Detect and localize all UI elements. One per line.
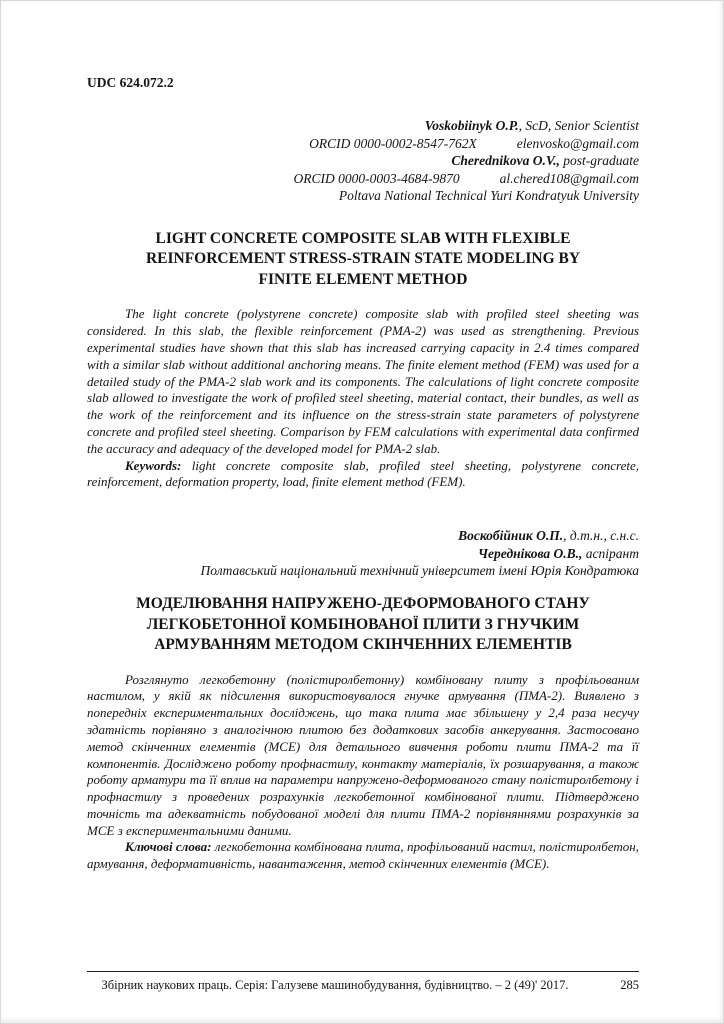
- orcid-id: ORCID 0000-0002-8547-762X: [309, 135, 477, 151]
- keywords-text-en: light concrete composite slab, profiled steel sheeting, polystyrene concrete, reinforcement, deformation property, load, finite element method (FEM).: [87, 457, 639, 490]
- abstract-uk: Розглянуто легкобетонну (полістиролбетонну) комбіновану плиту з профільованим настилом, у якій як підсилення використовувалося гнучке армування (ПМА-2). Виявлено з попередніх експериментальних досліджень, що така плита має збільшену у 2,4 раза несучу здатність порівняно з аналогічною плитою без додаткових засобів анкерування. Застосовано метод скінченних елементів (МСЕ) для детального вивчення роботи плити ПМА-2 та її компонентів. Досліджено роботу профнастилу, контакту матеріалів, їх розшарування, а також роботу арматури та її вплив на параметри напружено-деформованого стану полістиролбетону і профнастилу з проведених розрахунків легкобетонної комбінованої плити. Підтверджено точність та адекватність побудованої моделі для плити ПМА-2 порівняннями розрахунків за МСЕ з експериментальними даними.: [87, 671, 639, 838]
- email-address: elenvosko@gmail.com: [516, 135, 639, 151]
- author-line: [87, 527, 639, 545]
- author-degree: аспірант: [582, 545, 639, 561]
- page-number: 285: [620, 978, 639, 992]
- title-uk: МОДЕЛЮВАННЯ НАПРУЖЕНО-ДЕФОРМОВАНОГО СТАНУ ЛЕГКОБЕТОННОЇ КОМБІНОВАНОЇ ПЛИТИ З ГНУЧКИМ АРМУВАННЯМ МЕТОДОМ СКІНЧЕННИХ ЕЛЕМЕНТІВ: [136, 595, 590, 654]
- keywords-uk: [87, 839, 639, 873]
- author-line: [87, 545, 639, 563]
- orcid-line: [87, 170, 639, 188]
- keywords-en: [87, 458, 639, 492]
- keywords-text-uk: легкобетонна комбінована плита, профільований настил, полістиролбетон, армування, деформативність, навантаження, метод скінченних елементів (МСЕ).: [87, 839, 639, 872]
- author-degree: , д.т.н., с.н.с.: [563, 528, 639, 544]
- orcid-line: [87, 135, 639, 153]
- keywords-label-uk: Ключові слова:: [125, 839, 212, 855]
- abstract-en: The light concrete (polystyrene concrete) composite slab with profiled steel sheeting was considered. In this slab, the flexible reinforcement (PMA-2) was used as strengthening. Previous experimental studies have shown that this slab has increased carrying capacity in 2.4 times compared with a similar slab without additional anchoring means. The finite element method (FEM) was used for a detailed study of the PMA-2 slab work and its components. The calculations of light concrete composite slab allowed to investigate the work of profiled steel sheeting, material contact, their bundles, as well as the work of the reinforcement and its influence on the stress-strain state parameters of polystyrene concrete and profiled steel sheeting. Comparison by FEM calculations with experimental data confirmed the accuracy and adequacy of the developed model for PMA-2 slab.: [87, 306, 639, 456]
- keywords-label-en: Keywords:: [125, 457, 182, 473]
- author-name: Череднікова О.В.,: [477, 545, 583, 561]
- journal-citation: Збірник наукових праць. Серія: Галузеве машинобудування, будівництво. – 2 (49)' 2017.: [101, 978, 569, 992]
- email-address: al.chered108@gmail.com: [499, 170, 639, 186]
- author-degree: , ScD, Senior Scientist: [518, 118, 639, 133]
- title-en: LIGHT CONCRETE COMPOSITE SLAB WITH FLEXIBLE REINFORCEMENT STRESS-STRAIN STATE MODELING BY FINITE ELEMENT METHOD: [145, 229, 581, 288]
- author-name: Воскобійник О.П.: [458, 528, 564, 544]
- orcid-id: ORCID 0000-0003-4684-9870: [293, 170, 460, 186]
- author-name: Cherednikova O.V.,: [451, 153, 560, 169]
- udc-code: UDC 624.072.2: [87, 75, 174, 90]
- authors-block-en: [87, 117, 639, 205]
- author-line: [87, 117, 639, 135]
- authors-block-uk: [87, 527, 639, 580]
- author-name: Voskobiinyk O.P.: [424, 118, 519, 133]
- affiliation-uk: Полтавський національний технічний університет імені Юрія Кондратюка: [200, 563, 639, 579]
- author-line: [87, 152, 639, 170]
- footer: [87, 971, 639, 993]
- affiliation-en: Poltava National Technical Yuri Kondratyuk University: [338, 188, 639, 204]
- author-degree: post-graduate: [559, 153, 639, 169]
